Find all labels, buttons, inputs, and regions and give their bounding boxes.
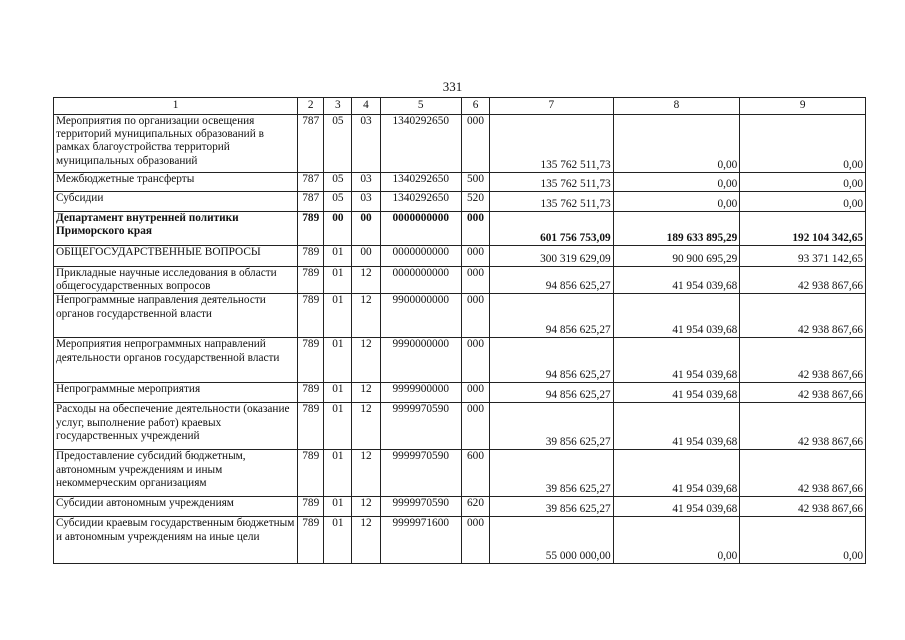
cell-amount-col7: 300 319 629,09: [490, 246, 614, 267]
cell-ministry-code: 789: [298, 246, 324, 267]
table-row: [54, 450, 866, 497]
cell-section-code: 01: [324, 497, 352, 517]
cell-section-code: 05: [324, 173, 352, 192]
cell-amount-col7: 55 000 000,00: [490, 517, 614, 564]
cell-ministry-code: 789: [298, 383, 324, 403]
cell-section-code: 01: [324, 403, 352, 450]
cell-target-code: 0000000000: [380, 212, 461, 246]
cell-target-code: 9999900000: [380, 383, 461, 403]
cell-target-code: 9900000000: [380, 294, 461, 338]
cell-target-code: 9999970590: [380, 450, 461, 497]
cell-section-code: 01: [324, 267, 352, 294]
cell-amount-col7: 94 856 625,27: [490, 383, 614, 403]
cell-ministry-code: 789: [298, 267, 324, 294]
column-header: 7: [490, 98, 614, 115]
cell-amount-col8: 41 954 039,68: [613, 383, 740, 403]
column-header: 4: [352, 98, 380, 115]
cell-name: Мероприятия по организации освещения территорий муниципальных образований в рамках благоустройства территорий муниципальных образований: [54, 115, 298, 173]
cell-subsection-code: 12: [352, 383, 380, 403]
cell-expense-type-code: 000: [461, 517, 489, 564]
cell-target-code: 0000000000: [380, 267, 461, 294]
header-row: [54, 98, 866, 115]
table-row: [54, 267, 866, 294]
cell-amount-col7: 94 856 625,27: [490, 267, 614, 294]
cell-expense-type-code: 000: [461, 294, 489, 338]
cell-amount-col8: 0,00: [613, 115, 740, 173]
cell-amount-col7: 94 856 625,27: [490, 338, 614, 383]
cell-ministry-code: 787: [298, 192, 324, 212]
column-header: 1: [54, 98, 298, 115]
cell-section-code: 05: [324, 192, 352, 212]
cell-expense-type-code: 000: [461, 403, 489, 450]
cell-name: Мероприятия непрограммных направлений деятельности органов государственной власти: [54, 338, 298, 383]
cell-section-code: 00: [324, 212, 352, 246]
cell-target-code: 1340292650: [380, 192, 461, 212]
cell-subsection-code: 00: [352, 212, 380, 246]
cell-amount-col7: 601 756 753,09: [490, 212, 614, 246]
cell-target-code: 9999971600: [380, 517, 461, 564]
cell-expense-type-code: 000: [461, 212, 489, 246]
cell-amount-col7: 39 856 625,27: [490, 450, 614, 497]
cell-amount-col8: 41 954 039,68: [613, 338, 740, 383]
cell-subsection-code: 12: [352, 338, 380, 383]
cell-amount-col8: 0,00: [613, 517, 740, 564]
cell-subsection-code: 12: [352, 497, 380, 517]
cell-amount-col8: 41 954 039,68: [613, 497, 740, 517]
cell-amount-col9: 42 938 867,66: [740, 267, 866, 294]
cell-ministry-code: 789: [298, 212, 324, 246]
cell-name: Департамент внутренней политики Приморского края: [54, 212, 298, 246]
cell-amount-col7: 135 762 511,73: [490, 173, 614, 192]
cell-amount-col7: 135 762 511,73: [490, 192, 614, 212]
cell-subsection-code: 12: [352, 517, 380, 564]
cell-name: Непрограммные направления деятельности органов государственной власти: [54, 294, 298, 338]
table-row: [54, 497, 866, 517]
table-row: [54, 338, 866, 383]
cell-amount-col9: 0,00: [740, 115, 866, 173]
cell-subsection-code: 12: [352, 450, 380, 497]
cell-amount-col7: 39 856 625,27: [490, 497, 614, 517]
column-header: 9: [740, 98, 866, 115]
cell-amount-col9: 192 104 342,65: [740, 212, 866, 246]
cell-amount-col9: 0,00: [740, 173, 866, 192]
cell-ministry-code: 789: [298, 517, 324, 564]
cell-section-code: 01: [324, 294, 352, 338]
cell-ministry-code: 789: [298, 338, 324, 383]
cell-expense-type-code: 000: [461, 246, 489, 267]
cell-amount-col8: 41 954 039,68: [613, 267, 740, 294]
cell-ministry-code: 789: [298, 294, 324, 338]
cell-section-code: 01: [324, 450, 352, 497]
page-number: 331: [442, 79, 463, 94]
cell-name: Межбюджетные трансферты: [54, 173, 298, 192]
cell-expense-type-code: 600: [461, 450, 489, 497]
table-row: [54, 403, 866, 450]
cell-section-code: 01: [324, 383, 352, 403]
cell-amount-col8: 41 954 039,68: [613, 403, 740, 450]
column-header: 8: [613, 98, 740, 115]
cell-target-code: 9990000000: [380, 338, 461, 383]
cell-amount-col9: 0,00: [740, 192, 866, 212]
cell-target-code: 9999970590: [380, 497, 461, 517]
cell-amount-col9: 42 938 867,66: [740, 450, 866, 497]
table-row: [54, 192, 866, 212]
cell-expense-type-code: 000: [461, 267, 489, 294]
table-row: [54, 173, 866, 192]
cell-ministry-code: 787: [298, 115, 324, 173]
table-row: [54, 212, 866, 246]
cell-subsection-code: 03: [352, 115, 380, 173]
cell-amount-col9: 0,00: [740, 517, 866, 564]
cell-expense-type-code: 620: [461, 497, 489, 517]
cell-amount-col8: 90 900 695,29: [613, 246, 740, 267]
column-header: 5: [380, 98, 461, 115]
table-row: [54, 246, 866, 267]
cell-amount-col9: 42 938 867,66: [740, 403, 866, 450]
cell-name: ОБЩЕГОСУДАРСТВЕННЫЕ ВОПРОСЫ: [54, 246, 298, 267]
cell-subsection-code: 12: [352, 403, 380, 450]
cell-amount-col9: 42 938 867,66: [740, 338, 866, 383]
cell-amount-col9: 42 938 867,66: [740, 294, 866, 338]
cell-section-code: 05: [324, 115, 352, 173]
cell-name: Субсидии автономным учреждениям: [54, 497, 298, 517]
cell-target-code: 0000000000: [380, 246, 461, 267]
cell-name: Расходы на обеспечение деятельности (оказание услуг, выполнение работ) краевых государственных учреждений: [54, 403, 298, 450]
cell-expense-type-code: 000: [461, 115, 489, 173]
cell-subsection-code: 03: [352, 192, 380, 212]
cell-section-code: 01: [324, 338, 352, 383]
cell-section-code: 01: [324, 246, 352, 267]
cell-name: Непрограммные мероприятия: [54, 383, 298, 403]
cell-ministry-code: 789: [298, 403, 324, 450]
cell-expense-type-code: 520: [461, 192, 489, 212]
cell-name: Субсидии: [54, 192, 298, 212]
cell-amount-col7: 135 762 511,73: [490, 115, 614, 173]
table-row: [54, 115, 866, 173]
cell-amount-col9: 93 371 142,65: [740, 246, 866, 267]
budget-table: [53, 97, 866, 564]
cell-amount-col9: 42 938 867,66: [740, 497, 866, 517]
table-row: [54, 383, 866, 403]
cell-name: Прикладные научные исследования в области общегосударственных вопросов: [54, 267, 298, 294]
table-row: [54, 294, 866, 338]
cell-amount-col8: 189 633 895,29: [613, 212, 740, 246]
cell-subsection-code: 12: [352, 267, 380, 294]
cell-amount-col8: 0,00: [613, 192, 740, 212]
cell-ministry-code: 789: [298, 450, 324, 497]
cell-target-code: 9999970590: [380, 403, 461, 450]
cell-subsection-code: 12: [352, 294, 380, 338]
column-header: 2: [298, 98, 324, 115]
cell-name: Предоставление субсидий бюджетным, автономным учреждениям и иным некоммерческим организациям: [54, 450, 298, 497]
cell-expense-type-code: 000: [461, 383, 489, 403]
cell-expense-type-code: 000: [461, 338, 489, 383]
cell-amount-col7: 39 856 625,27: [490, 403, 614, 450]
column-header: 3: [324, 98, 352, 115]
cell-subsection-code: 03: [352, 173, 380, 192]
cell-amount-col8: 41 954 039,68: [613, 294, 740, 338]
cell-name: Субсидии краевым государственным бюджетным и автономным учреждениям на иные цели: [54, 517, 298, 564]
cell-amount-col9: 42 938 867,66: [740, 383, 866, 403]
cell-amount-col8: 0,00: [613, 173, 740, 192]
cell-ministry-code: 787: [298, 173, 324, 192]
cell-target-code: 1340292650: [380, 173, 461, 192]
cell-expense-type-code: 500: [461, 173, 489, 192]
cell-subsection-code: 00: [352, 246, 380, 267]
table-row: [54, 517, 866, 564]
cell-ministry-code: 789: [298, 497, 324, 517]
cell-target-code: 1340292650: [380, 115, 461, 173]
cell-amount-col8: 41 954 039,68: [613, 450, 740, 497]
column-header: 6: [461, 98, 489, 115]
cell-amount-col7: 94 856 625,27: [490, 294, 614, 338]
cell-section-code: 01: [324, 517, 352, 564]
